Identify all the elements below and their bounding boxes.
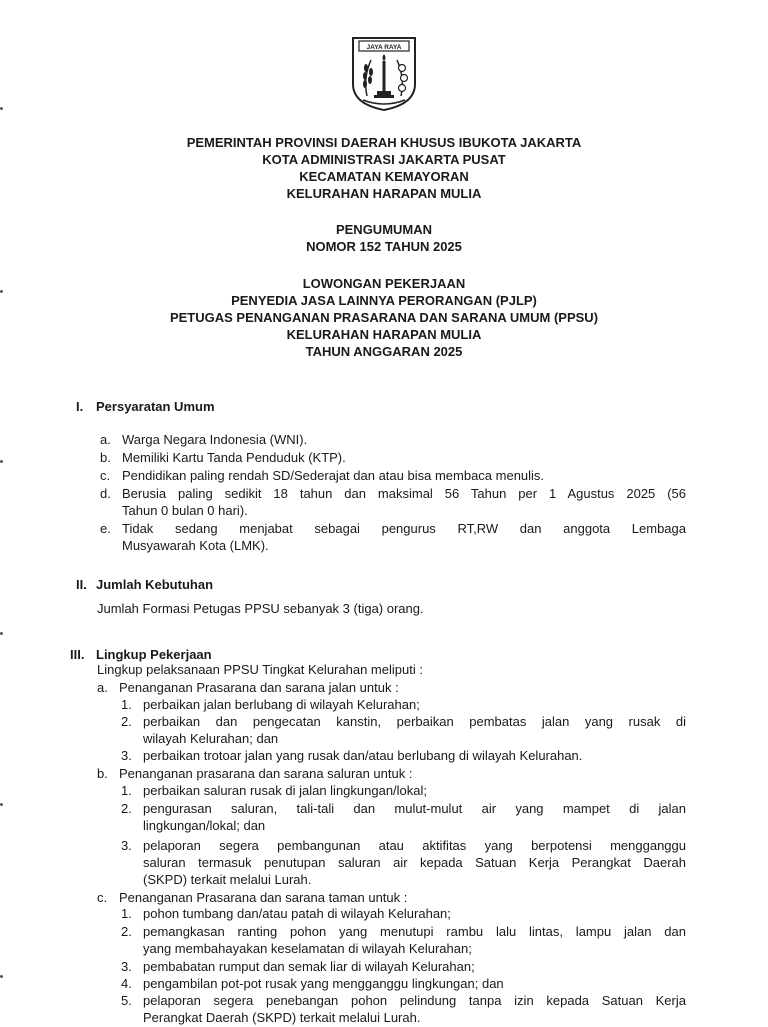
- jakarta-coat-of-arms-icon: [349, 34, 419, 112]
- list-label: 3.: [121, 838, 132, 853]
- list-label: 3.: [121, 959, 132, 974]
- subject-line: PENYEDIA JASA LAINNYA PERORANGAN (PJLP): [231, 293, 537, 308]
- list-item: Tidak sedang menjabat sebagai pengurus RT,RW dan anggota Lembaga: [122, 521, 686, 536]
- list-item-continuation: saluran termasuk penutupan saluran air kepada Satuan Kerja Perangkat Daerah: [143, 855, 686, 870]
- section-title: Lingkup Pekerjaan: [96, 647, 212, 662]
- list-item: Memiliki Kartu Tanda Penduduk (KTP).: [122, 450, 346, 465]
- list-label: b.: [100, 450, 111, 465]
- group-label: a.: [97, 680, 108, 695]
- section-heading: [76, 398, 215, 415]
- list-label: e.: [100, 521, 111, 536]
- list-item: perbaikan trotoar jalan yang rusak dan/atau berlubang di wilayah Kelurahan.: [143, 748, 583, 763]
- group-title: Penanganan prasarana dan sarana saluran untuk :: [119, 766, 413, 781]
- subject-line: TAHUN ANGGARAN 2025: [305, 344, 463, 359]
- section-heading: [70, 646, 212, 663]
- section-intro: Lingkup pelaksanaan PPSU Tingkat Kelurahan meliputi :: [97, 662, 423, 677]
- letterhead-line: KOTA ADMINISTRASI JAKARTA PUSAT: [262, 152, 506, 167]
- list-label: 1.: [121, 697, 132, 712]
- scan-mark: [0, 975, 3, 978]
- group-title: Penanganan Prasarana dan sarana taman untuk :: [119, 890, 408, 905]
- letterhead: [0, 134, 768, 202]
- list-label: 3.: [121, 748, 132, 763]
- section-number: I.: [76, 399, 84, 414]
- list-item: pohon tumbang dan/atau patah di wilayah Kelurahan;: [143, 906, 451, 921]
- letterhead-line: KECAMATAN KEMAYORAN: [299, 169, 469, 184]
- announcement-title: PENGUMUMAN: [335, 222, 433, 237]
- list-item-continuation: yang membahayakan keselamatan di wilayah Kelurahan;: [143, 941, 472, 956]
- list-item: perbaikan dan pengecatan kanstin, perbaikan pembatas jalan yang rusak di: [143, 714, 686, 729]
- list-label: c.: [100, 468, 111, 483]
- emblem-motto: JAYA RAYA: [366, 44, 402, 51]
- announcement-heading: [0, 221, 768, 255]
- list-item: perbaikan saluran rusak di jalan lingkungan/lokal;: [143, 783, 428, 798]
- section-text: Jumlah Formasi Petugas PPSU sebanyak 3 (tiga) orang.: [97, 601, 424, 616]
- list-item-continuation: wilayah Kelurahan; dan: [143, 731, 279, 746]
- section-title: Persyaratan Umum: [96, 399, 215, 414]
- group-label: b.: [97, 766, 108, 781]
- section-title: Jumlah Kebutuhan: [96, 577, 214, 592]
- subject-line: PETUGAS PENANGANAN PRASARANA DAN SARANA UMUM (PPSU): [169, 310, 599, 325]
- announcement-number: NOMOR 152 TAHUN 2025: [306, 239, 462, 254]
- list-item: Berusia paling sedikit 18 tahun dan maksimal 56 Tahun per 1 Agustus 2025 (56: [122, 486, 686, 501]
- list-label: d.: [100, 486, 111, 501]
- scan-mark: [0, 107, 3, 110]
- scan-mark: [0, 803, 3, 806]
- list-label: 2.: [121, 714, 132, 729]
- scan-mark: [0, 460, 3, 463]
- list-item-continuation: lingkungan/lokal; dan: [143, 818, 266, 833]
- section-number: II.: [76, 577, 87, 592]
- list-item: pelaporan segera pembangunan atau aktifitas yang berpotensi mengganggu: [143, 838, 686, 853]
- list-label: 2.: [121, 924, 132, 939]
- announcement-subject: [0, 275, 768, 360]
- list-item: pengambilan pot-pot rusak yang mengganggu lingkungan; dan: [143, 976, 504, 991]
- list-item: Pendidikan paling rendah SD/Sederajat dan atau bisa membaca menulis.: [122, 468, 545, 483]
- list-label: 5.: [121, 993, 132, 1008]
- list-item: pelaporan segera penebangan pohon pelindung tanpa izin kepada Satuan Kerja: [143, 993, 686, 1008]
- section-heading: [76, 576, 213, 593]
- section-number: III.: [70, 647, 85, 662]
- list-label: 4.: [121, 976, 132, 991]
- list-label: 2.: [121, 801, 132, 816]
- list-label: 1.: [121, 906, 132, 921]
- list-label: 1.: [121, 783, 132, 798]
- list-item-continuation: (SKPD) terkait melalui Lurah.: [143, 872, 312, 887]
- list-item-continuation: Musyawarah Kota (LMK).: [122, 538, 269, 553]
- scan-mark: [0, 632, 3, 635]
- letterhead-line: PEMERINTAH PROVINSI DAERAH KHUSUS IBUKOTA JAKARTA: [186, 135, 582, 150]
- list-item-continuation: Perangkat Daerah (SKPD) terkait melalui Lurah.: [143, 1010, 421, 1025]
- list-label: a.: [100, 432, 111, 447]
- group-label: c.: [97, 890, 108, 905]
- list-item: perbaikan jalan berlubang di wilayah Kelurahan;: [143, 697, 420, 712]
- list-item: Warga Negara Indonesia (WNI).: [122, 432, 308, 447]
- letterhead-line: KELURAHAN HARAPAN MULIA: [286, 186, 482, 201]
- list-item: pemangkasan ranting pohon yang menutupi rambu lalu lintas, lampu jalan dan: [143, 924, 686, 939]
- group-title: Penanganan Prasarana dan sarana jalan untuk :: [119, 680, 399, 695]
- list-item: pengurasan saluran, tali-tali dan mulut-mulut air yang mampet di jalan: [143, 801, 686, 816]
- list-item: pembabatan rumput dan semak liar di wilayah Kelurahan;: [143, 959, 475, 974]
- list-item-continuation: Tahun 0 bulan 0 hari).: [122, 503, 248, 518]
- subject-line: KELURAHAN HARAPAN MULIA: [286, 327, 482, 342]
- subject-line: LOWONGAN PEKERJAAN: [302, 276, 466, 291]
